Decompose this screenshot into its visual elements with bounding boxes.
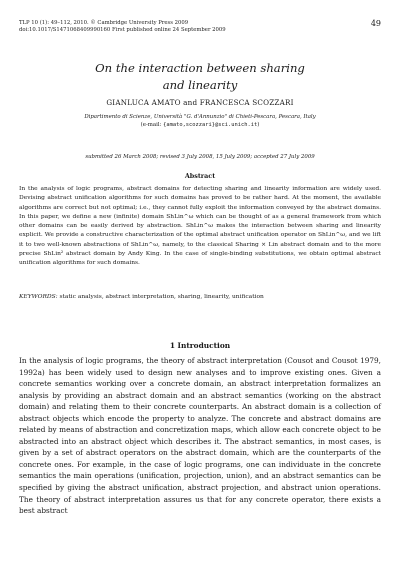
- keywords-label: KEYWORDS:: [19, 294, 58, 300]
- abstract-text: In the analysis of logic programs, abstract domains for detecting sharing and linearity information are widely used. Devising abstract unification algorithms for such domains has proved to be rather hard. At the moment, the available algorithms are correct but not optimal; i.e., they cannot fully exploit the information conveyed by the abstract domains. In this paper, we define a new (infinite) domain ShLin^ω which can be thought of as a general framework from which other domains can be easily derived by abstraction. ShLin^ω makes the interaction between sharing and linearity explicit. We provide a constructive characterization of the optimal abstract unification operator on ShLin^ω, and we lift it to two well-known abstractions of ShLin^ω, namely, to the classical Sharing × Lin abstract domain and to the more precise ShLin² abstract domain by Andy King. In the case of single-binding substitutions, we obtain optimal abstract unification algorithms for such domains.: [19, 186, 381, 266]
- doi-line: doi:10.1017/S1471068409990160 First published online 24 September 2009: [19, 27, 226, 34]
- email-suffix: ): [257, 122, 260, 128]
- keywords: [19, 293, 381, 302]
- abstract-heading: Abstract: [184, 172, 216, 180]
- affiliation-dept: Dipartimento di Scienze, Università "G. d'Annunzio" di Chieti-Pescara, Pescara, Italy: [84, 114, 316, 120]
- author-list: GIANLUCA AMATO and FRANCESCA SCOZZARI: [106, 98, 294, 107]
- affiliation: [0, 113, 400, 129]
- title-line-1: On the interaction between sharing: [95, 61, 305, 75]
- submission-dates: submitted 26 March 2008; revised 3 July 2008, 15 July 2009; accepted 27 July 2009: [85, 154, 315, 160]
- introduction-text: In the analysis of logic programs, the theory of abstract interpretation (Cousot and Cousot 1979, 1992a) has been widely used to design new analyses and to improve existing ones. Given a concrete semantics working over a concrete domain, an abstract interpretation formalizes an analysis by providing an abstract domain and an abstract semantics (working on the abstract domain) and relating them to their concrete counterparts. An abstract domain is a collection of abstract objects which encode the property to analyze. The concrete and abstract domains are related by means of abstraction and concretization maps, which allow each concrete object to be abstracted into an abstract object which describes it. The abstract semantics, in most cases, is given by a set of abstract operators on the abstract domain, which are the counterparts of the concrete ones. For example, in the case of logic programs, one can individuate in the concrete semantics the main operations (unification, projection, union), and an abstract semantics can be specified by giving the abstract unification, abstract projection, and abstract union operations. The theory of abstract interpretation assures us that for any concrete operator, there exists a best abstract: [19, 356, 381, 516]
- paper-title: [0, 60, 400, 94]
- page-number: 49: [370, 19, 381, 28]
- email-address: {amato,scozzari}@sci.unich.it: [163, 122, 258, 128]
- section-heading-introduction: 1 Introduction: [169, 341, 231, 350]
- running-header: [19, 20, 381, 34]
- email-prefix: (e-mail:: [140, 122, 164, 128]
- keywords-text: static analysis, abstract interpretation, sharing, linearity, unification: [57, 294, 264, 300]
- affiliation-email-line: [0, 121, 400, 129]
- journal-citation: TLP 10 (1): 49–112, 2010. © Cambridge University Press 2009: [19, 20, 189, 26]
- title-line-2: and linearity: [162, 78, 238, 92]
